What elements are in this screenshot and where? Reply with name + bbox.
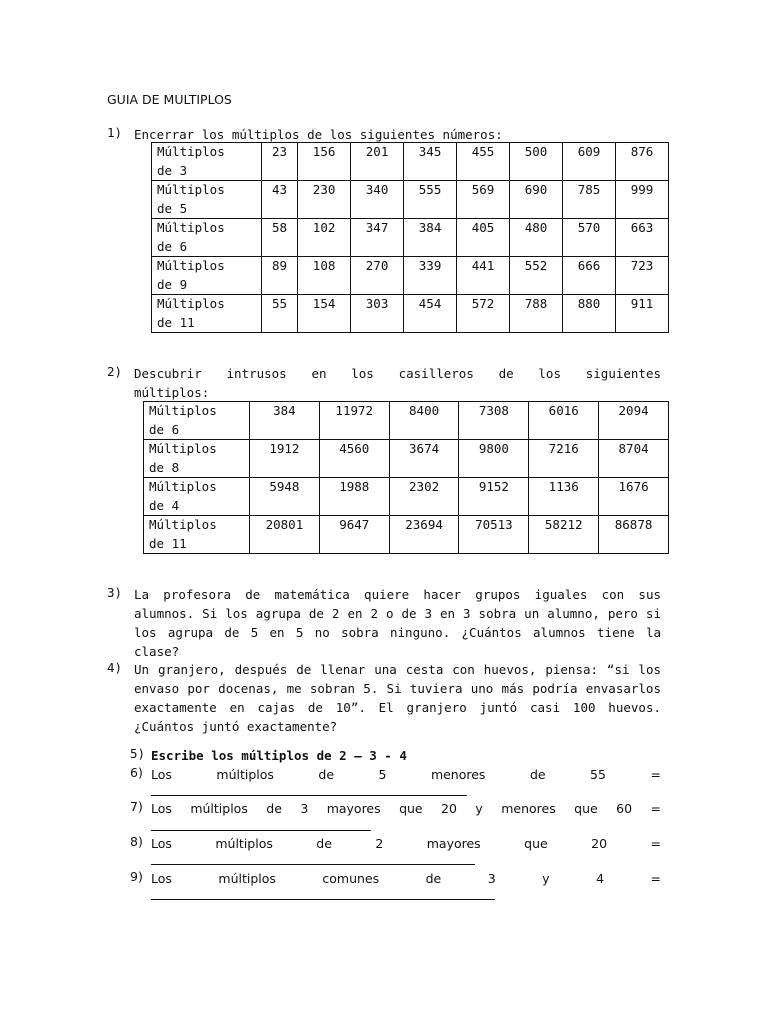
number-cell[interactable]: 154 bbox=[298, 295, 351, 333]
question-word: que bbox=[574, 801, 598, 816]
row-label-line-1: Múltiplos bbox=[149, 517, 217, 532]
number-cell[interactable]: 102 bbox=[298, 219, 351, 257]
number-cell[interactable]: 609 bbox=[563, 143, 616, 181]
number-cell[interactable]: 454 bbox=[404, 295, 457, 333]
table-row bbox=[144, 402, 669, 440]
table-row bbox=[152, 219, 669, 257]
row-label-line-1: Múltiplos bbox=[149, 441, 217, 456]
question-word: y bbox=[475, 801, 483, 816]
table-row bbox=[144, 516, 669, 554]
number-cell[interactable]: 9647 bbox=[319, 516, 389, 554]
number-cell[interactable]: 723 bbox=[616, 257, 669, 295]
row-label-line-2: de 11 bbox=[157, 314, 195, 330]
number-cell[interactable]: 500 bbox=[510, 143, 563, 181]
number-cell[interactable]: 785 bbox=[563, 181, 616, 219]
question-word: de bbox=[266, 801, 282, 816]
number-cell[interactable]: 23694 bbox=[389, 516, 459, 554]
number-cell[interactable]: 666 bbox=[563, 257, 616, 295]
question-word: 4 bbox=[596, 871, 605, 886]
number-cell[interactable]: 347 bbox=[351, 219, 404, 257]
multiples-table-2 bbox=[143, 401, 669, 554]
number-cell[interactable]: 340 bbox=[351, 181, 404, 219]
question-2-line-1: Descubrir intrusos en los casilleros de los siguientes bbox=[134, 366, 661, 381]
question-6-number: 6) bbox=[130, 765, 143, 780]
question-word: múltiplos bbox=[190, 801, 248, 816]
row-label-line-1: Múltiplos bbox=[157, 296, 225, 311]
number-cell[interactable]: 384 bbox=[250, 402, 320, 440]
question-word: múltiplos bbox=[215, 836, 273, 851]
question-word: que bbox=[399, 801, 423, 816]
question-9-text bbox=[151, 869, 661, 888]
number-cell[interactable]: 43 bbox=[262, 181, 298, 219]
question-8-text bbox=[151, 834, 661, 853]
row-label-line-2: de 8 bbox=[149, 459, 180, 475]
number-cell[interactable]: 58212 bbox=[529, 516, 599, 554]
table-row bbox=[152, 295, 669, 333]
question-word: de bbox=[318, 767, 335, 782]
number-cell[interactable]: 2302 bbox=[389, 478, 459, 516]
number-cell[interactable]: 6016 bbox=[529, 402, 599, 440]
number-cell[interactable]: 7216 bbox=[529, 440, 599, 478]
number-cell[interactable]: 108 bbox=[298, 257, 351, 295]
row-label-line-1: Múltiplos bbox=[157, 258, 225, 273]
answer-line-8[interactable] bbox=[151, 864, 475, 865]
question-word: 3 bbox=[487, 871, 496, 886]
row-label-line-1: Múltiplos bbox=[157, 220, 225, 235]
row-label bbox=[152, 219, 262, 257]
question-1-text: Encerrar los múltiplos de los siguientes números: bbox=[134, 127, 503, 142]
number-cell[interactable]: 156 bbox=[298, 143, 351, 181]
question-word: = bbox=[650, 801, 661, 816]
number-cell[interactable]: 384 bbox=[404, 219, 457, 257]
number-cell[interactable]: 201 bbox=[351, 143, 404, 181]
number-cell[interactable]: 405 bbox=[457, 219, 510, 257]
number-cell[interactable]: 86878 bbox=[599, 516, 669, 554]
number-cell[interactable]: 23 bbox=[262, 143, 298, 181]
number-cell[interactable]: 1988 bbox=[319, 478, 389, 516]
question-9-number: 9) bbox=[130, 869, 143, 884]
number-cell[interactable]: 339 bbox=[404, 257, 457, 295]
row-label-line-2: de 4 bbox=[149, 497, 180, 513]
number-cell[interactable]: 788 bbox=[510, 295, 563, 333]
number-cell[interactable]: 345 bbox=[404, 143, 457, 181]
row-label bbox=[144, 402, 250, 440]
question-word: Los bbox=[151, 767, 172, 782]
question-word: mayores bbox=[326, 801, 381, 816]
row-label bbox=[144, 516, 250, 554]
number-cell[interactable]: 876 bbox=[616, 143, 669, 181]
row-label bbox=[152, 181, 262, 219]
question-word: que bbox=[524, 836, 548, 851]
number-cell[interactable]: 1136 bbox=[529, 478, 599, 516]
question-word: de bbox=[529, 767, 546, 782]
question-4-text: Un granjero, después de llenar una cesta con huevos, piensa: “si los envaso por docenas, me sobran 5. Si tuviera uno más podría envasarlos exactamente en cajas de 10”. El granjero juntó casi 100 huevos. ¿Cuántos juntó exactamente? bbox=[134, 662, 661, 734]
answer-line-9[interactable] bbox=[151, 899, 495, 900]
number-cell[interactable]: 663 bbox=[616, 219, 669, 257]
question-word: Los bbox=[151, 836, 172, 851]
question-7-number: 7) bbox=[130, 799, 143, 814]
table-row bbox=[144, 478, 669, 516]
question-4-number: 4) bbox=[107, 660, 123, 675]
row-label bbox=[144, 440, 250, 478]
question-word: mayores bbox=[426, 836, 481, 851]
question-word: múltiplos bbox=[218, 871, 276, 886]
multiples-table-1 bbox=[151, 142, 669, 333]
number-cell[interactable]: 455 bbox=[457, 143, 510, 181]
question-7-text bbox=[151, 799, 661, 818]
number-cell[interactable]: 230 bbox=[298, 181, 351, 219]
number-cell[interactable]: 441 bbox=[457, 257, 510, 295]
row-label bbox=[152, 257, 262, 295]
question-word: de bbox=[425, 871, 442, 886]
number-cell[interactable]: 569 bbox=[457, 181, 510, 219]
question-word: = bbox=[650, 836, 661, 851]
question-word: 2 bbox=[375, 836, 384, 851]
number-cell[interactable]: 58 bbox=[262, 219, 298, 257]
row-label-line-2: de 3 bbox=[157, 162, 188, 178]
question-word: 55 bbox=[590, 767, 606, 782]
row-label-line-1: Múltiplos bbox=[157, 182, 225, 197]
number-cell[interactable]: 1912 bbox=[250, 440, 320, 478]
number-cell[interactable]: 89 bbox=[262, 257, 298, 295]
question-word: menores bbox=[501, 801, 556, 816]
number-cell[interactable]: 1676 bbox=[599, 478, 669, 516]
question-3-text: La profesora de matemática quiere hacer grupos iguales con sus alumnos. Si los agrupa de 2 en 2 o de 3 en 3 sobra un alumno, pero si los agrupa de 5 en 5 no sobra ninguno. ¿Cuántos alumnos tiene la clase? bbox=[134, 587, 661, 659]
row-label bbox=[144, 478, 250, 516]
number-cell[interactable]: 480 bbox=[510, 219, 563, 257]
question-word: menores bbox=[430, 767, 486, 782]
row-label-line-2: de 6 bbox=[157, 238, 188, 254]
question-word: Los bbox=[151, 871, 172, 886]
question-1-number: 1) bbox=[107, 125, 123, 140]
table-row bbox=[152, 143, 669, 181]
question-6-text bbox=[151, 765, 661, 784]
question-word: Los bbox=[151, 801, 172, 816]
question-word: 3 bbox=[300, 801, 309, 816]
number-cell[interactable]: 9152 bbox=[459, 478, 529, 516]
question-3-number: 3) bbox=[107, 585, 123, 600]
number-cell[interactable]: 7308 bbox=[459, 402, 529, 440]
row-label-line-2: de 9 bbox=[157, 276, 188, 292]
row-label-line-1: Múltiplos bbox=[149, 479, 217, 494]
number-cell[interactable]: 9800 bbox=[459, 440, 529, 478]
number-cell[interactable]: 20801 bbox=[250, 516, 320, 554]
number-cell[interactable]: 8704 bbox=[599, 440, 669, 478]
number-cell[interactable]: 270 bbox=[351, 257, 404, 295]
page-title: GUIA DE MULTIPLOS bbox=[107, 92, 232, 107]
number-cell[interactable]: 911 bbox=[616, 295, 669, 333]
question-5-number: 5) bbox=[130, 746, 146, 761]
row-label-line-2: de 6 bbox=[149, 421, 180, 437]
question-word: múltiplos bbox=[216, 767, 274, 782]
question-word: = bbox=[650, 871, 661, 886]
number-cell[interactable]: 8400 bbox=[389, 402, 459, 440]
number-cell[interactable]: 303 bbox=[351, 295, 404, 333]
number-cell[interactable]: 2094 bbox=[599, 402, 669, 440]
table-row bbox=[144, 440, 669, 478]
question-word: = bbox=[650, 767, 661, 782]
number-cell[interactable]: 999 bbox=[616, 181, 669, 219]
question-word: comunes bbox=[322, 871, 380, 886]
question-word: 5 bbox=[378, 767, 387, 782]
answer-line-7[interactable] bbox=[151, 830, 371, 831]
number-cell[interactable]: 555 bbox=[404, 181, 457, 219]
row-label bbox=[152, 295, 262, 333]
question-word: y bbox=[542, 871, 550, 886]
number-cell[interactable]: 55 bbox=[262, 295, 298, 333]
number-cell[interactable]: 3674 bbox=[389, 440, 459, 478]
number-cell[interactable]: 552 bbox=[510, 257, 563, 295]
question-5-text: Escribe los múltiplos de 2 – 3 - 4 bbox=[151, 748, 407, 763]
question-2-number: 2) bbox=[107, 364, 123, 379]
question-word: de bbox=[316, 836, 332, 851]
question-8-number: 8) bbox=[130, 834, 143, 849]
row-label-line-2: de 11 bbox=[149, 535, 187, 551]
question-word: 20 bbox=[591, 836, 608, 851]
row-label-line-2: de 5 bbox=[157, 200, 188, 216]
row-label-line-1: Múltiplos bbox=[149, 403, 217, 418]
row-label bbox=[152, 143, 262, 181]
number-cell[interactable]: 572 bbox=[457, 295, 510, 333]
answer-line-6[interactable] bbox=[151, 795, 467, 796]
question-2-line-2: múltiplos: bbox=[134, 385, 210, 400]
number-cell[interactable]: 880 bbox=[563, 295, 616, 333]
number-cell[interactable]: 4560 bbox=[319, 440, 389, 478]
number-cell[interactable]: 70513 bbox=[459, 516, 529, 554]
table-row bbox=[152, 257, 669, 295]
row-label-line-1: Múltiplos bbox=[157, 144, 225, 159]
question-word: 20 bbox=[441, 801, 457, 816]
number-cell[interactable]: 570 bbox=[563, 219, 616, 257]
number-cell[interactable]: 690 bbox=[510, 181, 563, 219]
question-word: 60 bbox=[616, 801, 633, 816]
table-row bbox=[152, 181, 669, 219]
number-cell[interactable]: 5948 bbox=[250, 478, 320, 516]
number-cell[interactable]: 11972 bbox=[319, 402, 389, 440]
